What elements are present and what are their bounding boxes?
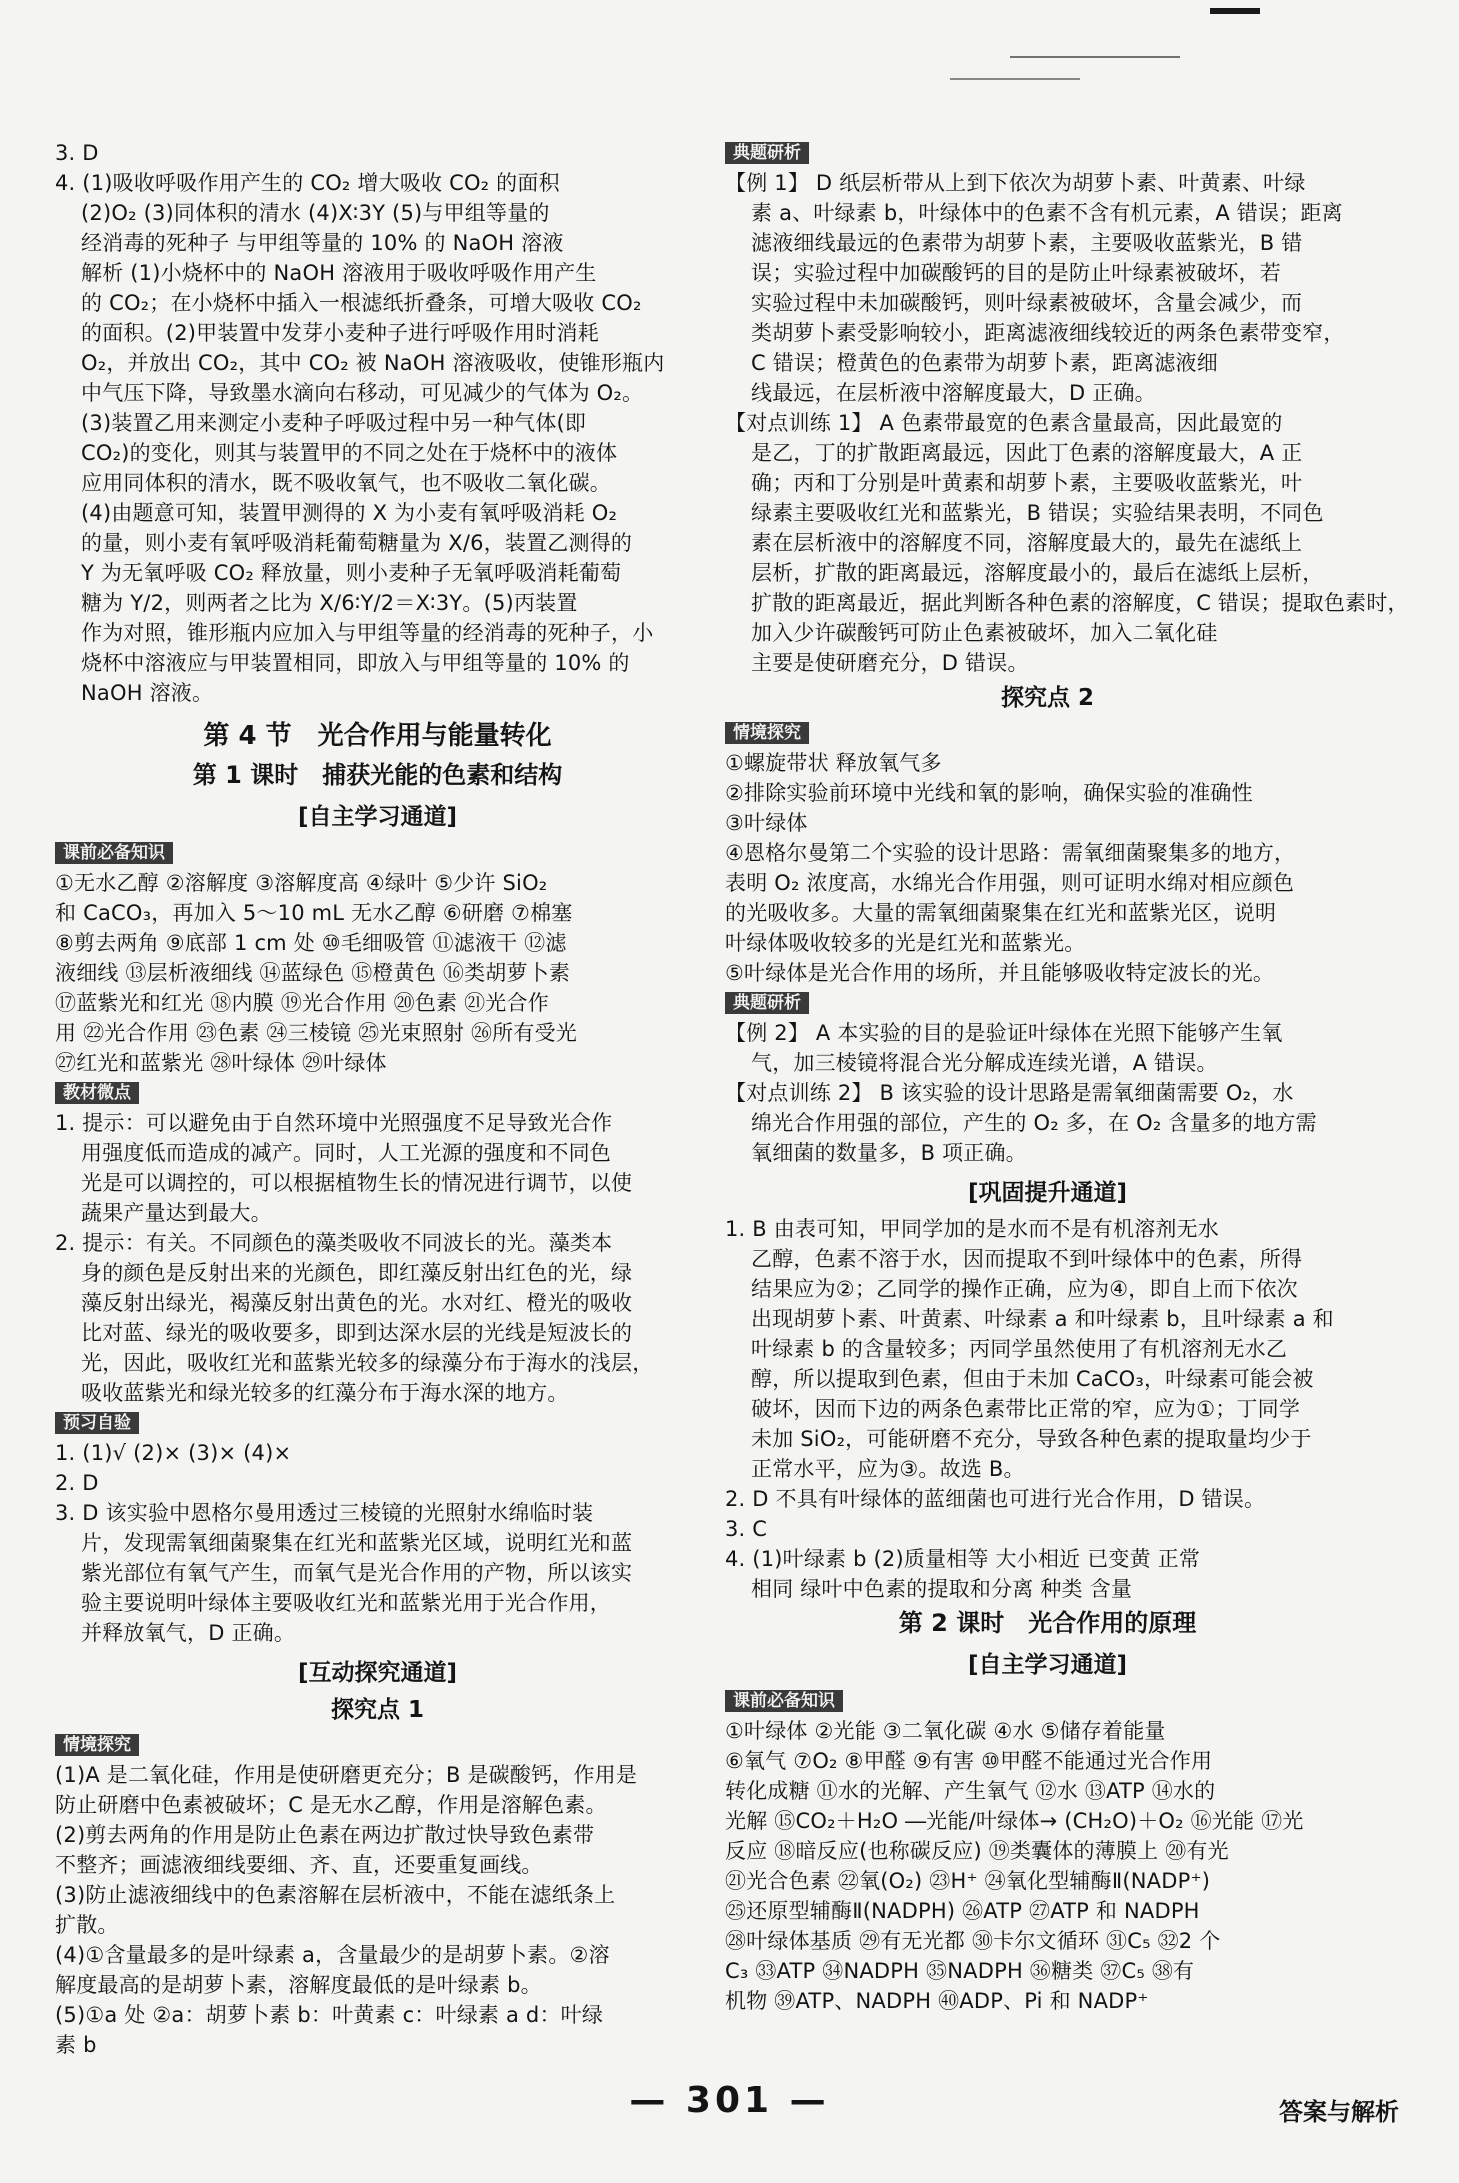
answer-line: 1. (1)√ (2)× (3)× (4)× — [55, 1441, 292, 1465]
answer-line: 4. (1)吸收呼吸作用产生的 CO₂ 增大吸收 CO₂ 的面积 — [55, 171, 560, 195]
answer-line: 线最远，在层析液中溶解度最大，D 正确。 — [751, 381, 1156, 405]
answer-line: 绿素主要吸收红光和蓝紫光，B 错误；实验结果表明，不同色 — [751, 501, 1324, 525]
answer-line: 和 CaCO₃，再加入 5～10 mL 无水乙醇 ⑥研磨 ⑦棉塞 — [55, 901, 573, 925]
answer-line: 气，加三棱镜将混合光分解成连续光谱，A 错误。 — [751, 1051, 1218, 1075]
answer-line: (1)A 是二氧化硅，作用是使研磨更充分；B 是碳酸钙，作用是 — [55, 1763, 638, 1787]
answer-line: 出现胡萝卜素、叶黄素、叶绿素 a 和叶绿素 b，且叶绿素 a 和 — [751, 1307, 1334, 1331]
section-tag: 预习自验 — [55, 1412, 139, 1434]
channel-heading: [自主学习通道] — [967, 1652, 1128, 1678]
answer-line: 破坏，因而下边的两条色素带比正常的窄，应为①；丁同学 — [751, 1397, 1301, 1421]
answer-line: 片，发现需氧细菌聚集在红光和蓝紫光区域，说明红光和蓝 — [81, 1531, 633, 1555]
answer-line: 防止研磨中色素被破坏；C 是无水乙醇，作用是溶解色素。 — [55, 1793, 607, 1817]
answer-line: 的面积。(2)甲装置中发芽小麦种子进行呼吸作用时消耗 — [81, 321, 599, 345]
answer-line: 用强度低而造成的减产。同时，人工光源的强度和不同色 — [81, 1141, 611, 1165]
answer-line: ④恩格尔曼第二个实验的设计思路：需氧细菌聚集多的地方， — [725, 841, 1296, 865]
answer-line: 类胡萝卜素受影响较小，距离滤液细线较近的两条色素带变窄， — [751, 321, 1345, 345]
section-tag-row — [725, 988, 1370, 1018]
answer-line: ②排除实验前环境中光线和氧的影响，确保实验的准确性 — [725, 781, 1253, 805]
answer-line: 2. D 不具有叶绿体的蓝细菌也可进行光合作用，D 错误。 — [725, 1487, 1266, 1511]
answer-line: 身的颜色是反射出来的光颜色，即红藻反射出红色的光，绿 — [81, 1261, 633, 1285]
answer-line: ①螺旋带状 释放氧气多 — [725, 751, 942, 775]
answer-line: 【例 2】 A 本实验的目的是验证叶绿体在光照下能够产生氧 — [725, 1021, 1283, 1045]
answer-line: 层析，扩散的距离最远，溶解度最小的，最后在滤纸上层析， — [751, 561, 1324, 585]
answer-line: CO₂)的变化，则其与装置甲的不同之处在于烧杯中的液体 — [81, 441, 618, 465]
section-tag: 典题研析 — [725, 992, 809, 1014]
answer-line: (4)①含量最多的是叶绿素 a，含量最少的是胡萝卜素。②溶 — [55, 1943, 610, 1967]
answer-line: 比对蓝、绿光的吸收要多，即到达深水层的光线是短波长的 — [81, 1321, 633, 1345]
answer-line: 反应 ⑱暗反应(也称碳反应) ⑲类囊体的薄膜上 ⑳有光 — [725, 1839, 1229, 1863]
answer-line: 液细线 ⑬层析液细线 ⑭蓝绿色 ⑮橙黄色 ⑯类胡萝卜素 — [55, 961, 571, 985]
answer-line: 滤液细线最远的色素带为胡萝卜素，主要吸收蓝紫光，B 错 — [751, 231, 1303, 255]
answer-line: 不整齐；画滤液细线要细、齐、直，还要重复画线。 — [55, 1853, 543, 1877]
answer-line: 素在层析液中的溶解度不同，溶解度最大的，最先在滤纸上 — [751, 531, 1303, 555]
section-label: 答案与解析 — [1279, 2098, 1399, 2126]
channel-heading: [互动探究通道] — [297, 1660, 458, 1686]
lesson-heading: 第 2 课时 光合作用的原理 — [898, 1609, 1197, 1637]
answer-line: 光是可以调控的，可以根据植物生长的情况进行调节，以使 — [81, 1171, 633, 1195]
answer-line: (3)装置乙用来测定小麦种子呼吸过程中另一种气体(即 — [81, 411, 587, 435]
answer-line: C₃ ㉝ATP ㉞NADPH ㉟NADPH ㊱糖类 ㊲C₅ ㊳有 — [725, 1959, 1195, 1983]
section-tag: 教材微点 — [55, 1082, 139, 1104]
answer-line: 醇，所以提取到色素，但由于未加 CaCO₃，叶绿素可能会被 — [751, 1367, 1314, 1391]
answer-line: 扩散的距离最近，据此判断各种色素的溶解度，C 错误；提取色素时， — [751, 591, 1409, 615]
section-tag: 情境探究 — [725, 722, 809, 744]
section-tag-row — [55, 1078, 700, 1108]
section-tag: 课前必备知识 — [725, 1690, 843, 1712]
answer-line: 光，因此，吸收红光和蓝紫光较多的绿藻分布于海水的浅层， — [81, 1351, 654, 1375]
answer-line: 烧杯中溶液应与甲装置相同，即放入与甲组等量的 10% 的 — [81, 651, 630, 675]
answer-line: ㉘叶绿体基质 ㉙有无光都 ㉚卡尔文循环 ㉛C₅ ㉜2 个 — [725, 1929, 1221, 1953]
answer-line: 吸收蓝紫光和绿光较多的红藻分布于海水深的地方。 — [81, 1381, 569, 1405]
section-tag: 典题研析 — [725, 142, 809, 164]
section-tag-row — [725, 718, 1370, 748]
answer-line: 应用同体积的清水，既不吸收氧气，也不吸收二氧化碳。 — [81, 471, 611, 495]
section-tag: 课前必备知识 — [55, 842, 173, 864]
answer-line: 藻反射出绿光，褐藻反射出黄色的光。水对红、橙光的吸收 — [81, 1291, 633, 1315]
answer-line: O₂，并放出 CO₂，其中 CO₂ 被 NaOH 溶液吸收，使锥形瓶内 — [81, 351, 665, 375]
section-tag-row — [725, 1686, 1370, 1716]
answer-line: 实验过程中未加碳酸钙，则叶绿素被破坏，含量会减少，而 — [751, 291, 1303, 315]
answer-line: 3. C — [725, 1517, 768, 1541]
lesson-heading: 第 1 课时 捕获光能的色素和结构 — [192, 761, 563, 789]
answer-line: (3)防止滤液细线中的色素溶解在层析液中，不能在滤纸条上 — [55, 1883, 616, 1907]
answer-line: 3. D 该实验中恩格尔曼用透过三棱镜的光照射水绵临时装 — [55, 1501, 594, 1525]
scan-smudge-top — [1210, 8, 1260, 14]
answer-line: (2)O₂ (3)同体积的清水 (4)X∶3Y (5)与甲组等量的 — [81, 201, 550, 225]
answer-line: ①无水乙醇 ②溶解度 ③溶解度高 ④绿叶 ⑤少许 SiO₂ — [55, 871, 548, 895]
answer-line: 光解 ⑮CO₂＋H₂O ―光能/叶绿体→ (CH₂O)＋O₂ ⑯光能 ⑰光 — [725, 1809, 1304, 1833]
answer-line: 叶绿素 b 的含量较多；丙同学虽然使用了有机溶剂无水乙 — [751, 1337, 1288, 1361]
answer-line: 【对点训练 1】 A 色素带最宽的色素含量最高，因此最宽的 — [725, 411, 1283, 435]
answer-line: ③叶绿体 — [725, 811, 808, 835]
answer-line: 【对点训练 2】 B 该实验的设计思路是需氧细菌需要 O₂，水 — [725, 1081, 1294, 1105]
answer-line: (5)①a 处 ②a：胡萝卜素 b：叶黄素 c：叶绿素 a d：叶绿 — [55, 2003, 604, 2027]
answer-line: 蔬果产量达到最大。 — [81, 1201, 272, 1225]
answer-line: 【例 1】 D 纸层析带从上到下依次为胡萝卜素、叶黄素、叶绿 — [725, 171, 1306, 195]
answer-line: 相同 绿叶中色素的提取和分离 种类 含量 — [751, 1577, 1133, 1601]
section-heading: 第 4 节 光合作用与能量转化 — [203, 721, 552, 751]
answer-line: 正常水平，应为③。故选 B。 — [751, 1457, 1025, 1481]
answer-line: 解度最高的是胡萝卜素，溶解度最低的是叶绿素 b。 — [55, 1973, 542, 1997]
answer-line: 经消毒的死种子 与甲组等量的 10% 的 NaOH 溶液 — [81, 231, 564, 255]
answer-line: (2)剪去两角的作用是防止色素在两边扩散过快导致色素带 — [55, 1823, 595, 1847]
answer-line: ⑥氧气 ⑦O₂ ⑧甲醛 ⑨有害 ⑩甲醛不能通过光合作用 — [725, 1749, 1213, 1773]
answer-line: 紫光部位有氧气产生，而氧气是光合作用的产物，所以该实 — [81, 1561, 633, 1585]
answer-line: 的光吸收多。大量的需氧细菌聚集在红光和蓝紫光区，说明 — [725, 901, 1277, 925]
channel-heading: [巩固提升通道] — [967, 1180, 1128, 1206]
left-column — [55, 138, 700, 2060]
answer-line: 未加 SiO₂，可能研磨不充分，导致各种色素的提取量均少于 — [751, 1427, 1312, 1451]
answer-line: ㉗红光和蓝紫光 ㉘叶绿体 ㉙叶绿体 — [55, 1051, 387, 1075]
answer-line: ①叶绿体 ②光能 ③二氧化碳 ④水 ⑤储存着能量 — [725, 1719, 1166, 1743]
answer-line: 素 a、叶绿素 b，叶绿体中的色素不含有机元素，A 错误；距离 — [751, 201, 1343, 225]
answer-line: 1. 提示：可以避免由于自然环境中光照强度不足导致光合作 — [55, 1111, 613, 1135]
answer-line: 用 ㉒光合作用 ㉓色素 ㉔三棱镜 ㉕光束照射 ㉖所有受光 — [55, 1021, 577, 1045]
answer-line: 绵光合作用强的部位，产生的 O₂ 多，在 O₂ 含量多的地方需 — [751, 1111, 1317, 1135]
answer-line: 氧细菌的数量多，B 项正确。 — [751, 1141, 1027, 1165]
answer-line: C 错误；橙黄色的色素带为胡萝卜素，距离滤液细 — [751, 351, 1218, 375]
answer-line: 糖为 Y/2，则两者之比为 X/6∶Y/2＝X∶3Y。(5)丙装置 — [81, 591, 578, 615]
right-column — [725, 138, 1409, 2016]
answer-line: 转化成糖 ⑪水的光解、产生氧气 ⑫水 ⑬ATP ⑭水的 — [725, 1779, 1216, 1803]
answer-line: 4. (1)叶绿素 b (2)质量相等 大小相近 已变黄 正常 — [725, 1547, 1201, 1571]
page-number: — 301 — — [629, 2080, 830, 2121]
inquiry-point-heading: 探究点 2 — [1000, 685, 1094, 711]
answer-line: ㉕还原型辅酶Ⅱ(NADPH) ㉖ATP ㉗ATP 和 NADPH — [725, 1899, 1200, 1923]
answer-line: ⑧剪去两角 ⑨底部 1 cm 处 ⑩毛细吸管 ⑪滤液干 ⑫滤 — [55, 931, 567, 955]
answer-line: (4)由题意可知，装置甲测得的 X 为小麦有氧呼吸消耗 O₂ — [81, 501, 618, 525]
answer-line: 并释放氧气，D 正确。 — [81, 1621, 296, 1645]
scan-streak — [1010, 56, 1180, 58]
section-tag-row — [55, 838, 700, 868]
section-tag-row — [725, 138, 1370, 168]
section-tag: 情境探究 — [55, 1734, 139, 1756]
answer-line: ⑤叶绿体是光合作用的场所，并且能够吸收特定波长的光。 — [725, 961, 1275, 985]
answer-line: Y 为无氧呼吸 CO₂ 释放量，则小麦种子无氧呼吸消耗葡萄 — [81, 561, 622, 585]
answer-line: ⑰蓝紫光和红光 ⑱内膜 ⑲光合作用 ⑳色素 ㉑光合作 — [55, 991, 549, 1015]
answer-line: 验主要说明叶绿体主要吸收红光和蓝紫光用于光合作用， — [81, 1591, 611, 1615]
section-tag-row — [55, 1730, 700, 1760]
answer-line: 2. D — [55, 1471, 99, 1495]
answer-line: 1. B 由表可知，甲同学加的是水而不是有机溶剂无水 — [725, 1217, 1219, 1241]
answer-line: 误；实验过程中加碳酸钙的目的是防止叶绿素被破坏，若 — [751, 261, 1281, 285]
answer-line: 的量，则小麦有氧呼吸消耗葡萄糖量为 X/6，装置乙测得的 — [81, 531, 633, 555]
answer-line: 2. 提示：有关。不同颜色的藻类吸收不同波长的光。藻类本 — [55, 1231, 613, 1255]
answer-line: ㉑光合色素 ㉒氧(O₂) ㉓H⁺ ㉔氧化型辅酶Ⅱ(NADP⁺) — [725, 1869, 1211, 1893]
answer-line: 中气压下降，导致墨水滴向右移动，可见减少的气体为 O₂。 — [81, 381, 644, 405]
answer-line: 3. D — [55, 141, 99, 165]
answer-line: 机物 ㊴ATP、NADPH ㊵ADP、Pi 和 NADP⁺ — [725, 1989, 1149, 2013]
section-tag-row — [55, 1408, 700, 1438]
answer-line: 确；丙和丁分别是叶黄素和胡萝卜素，主要吸收蓝紫光，叶 — [751, 471, 1303, 495]
answer-line: NaOH 溶液。 — [81, 681, 214, 705]
scan-streak — [950, 78, 1080, 80]
answer-line: 表明 O₂ 浓度高，水绵光合作用强，则可证明水绵对相应颜色 — [725, 871, 1295, 895]
answer-line: 是乙，丁的扩散距离最远，因此丁色素的溶解度最大，A 正 — [751, 441, 1303, 465]
inquiry-point-heading: 探究点 1 — [330, 1697, 424, 1723]
answer-line: 扩散。 — [55, 1913, 119, 1937]
answer-line: 叶绿体吸收较多的光是红光和蓝紫光。 — [725, 931, 1086, 955]
answer-line: 乙醇，色素不溶于水，因而提取不到叶绿体中的色素，所得 — [751, 1247, 1303, 1271]
channel-heading: [自主学习通道] — [297, 804, 458, 830]
answer-line: 素 b — [55, 2033, 97, 2057]
answer-line: 主要是使研磨充分，D 错误。 — [751, 651, 1029, 675]
answer-line: 的 CO₂；在小烧杯中插入一根滤纸折叠条，可增大吸收 CO₂ — [81, 291, 642, 315]
answer-line: 加入少许碳酸钙可防止色素被破坏，加入二氧化硅 — [751, 621, 1218, 645]
answer-line: 结果应为②；乙同学的操作正确，应为④，即自上而下依次 — [751, 1277, 1298, 1301]
answer-line: 作为对照，锥形瓶内应加入与甲组等量的经消毒的死种子，小 — [81, 621, 654, 645]
answer-line: 解析 (1)小烧杯中的 NaOH 溶液用于吸收呼吸作用产生 — [81, 261, 597, 285]
